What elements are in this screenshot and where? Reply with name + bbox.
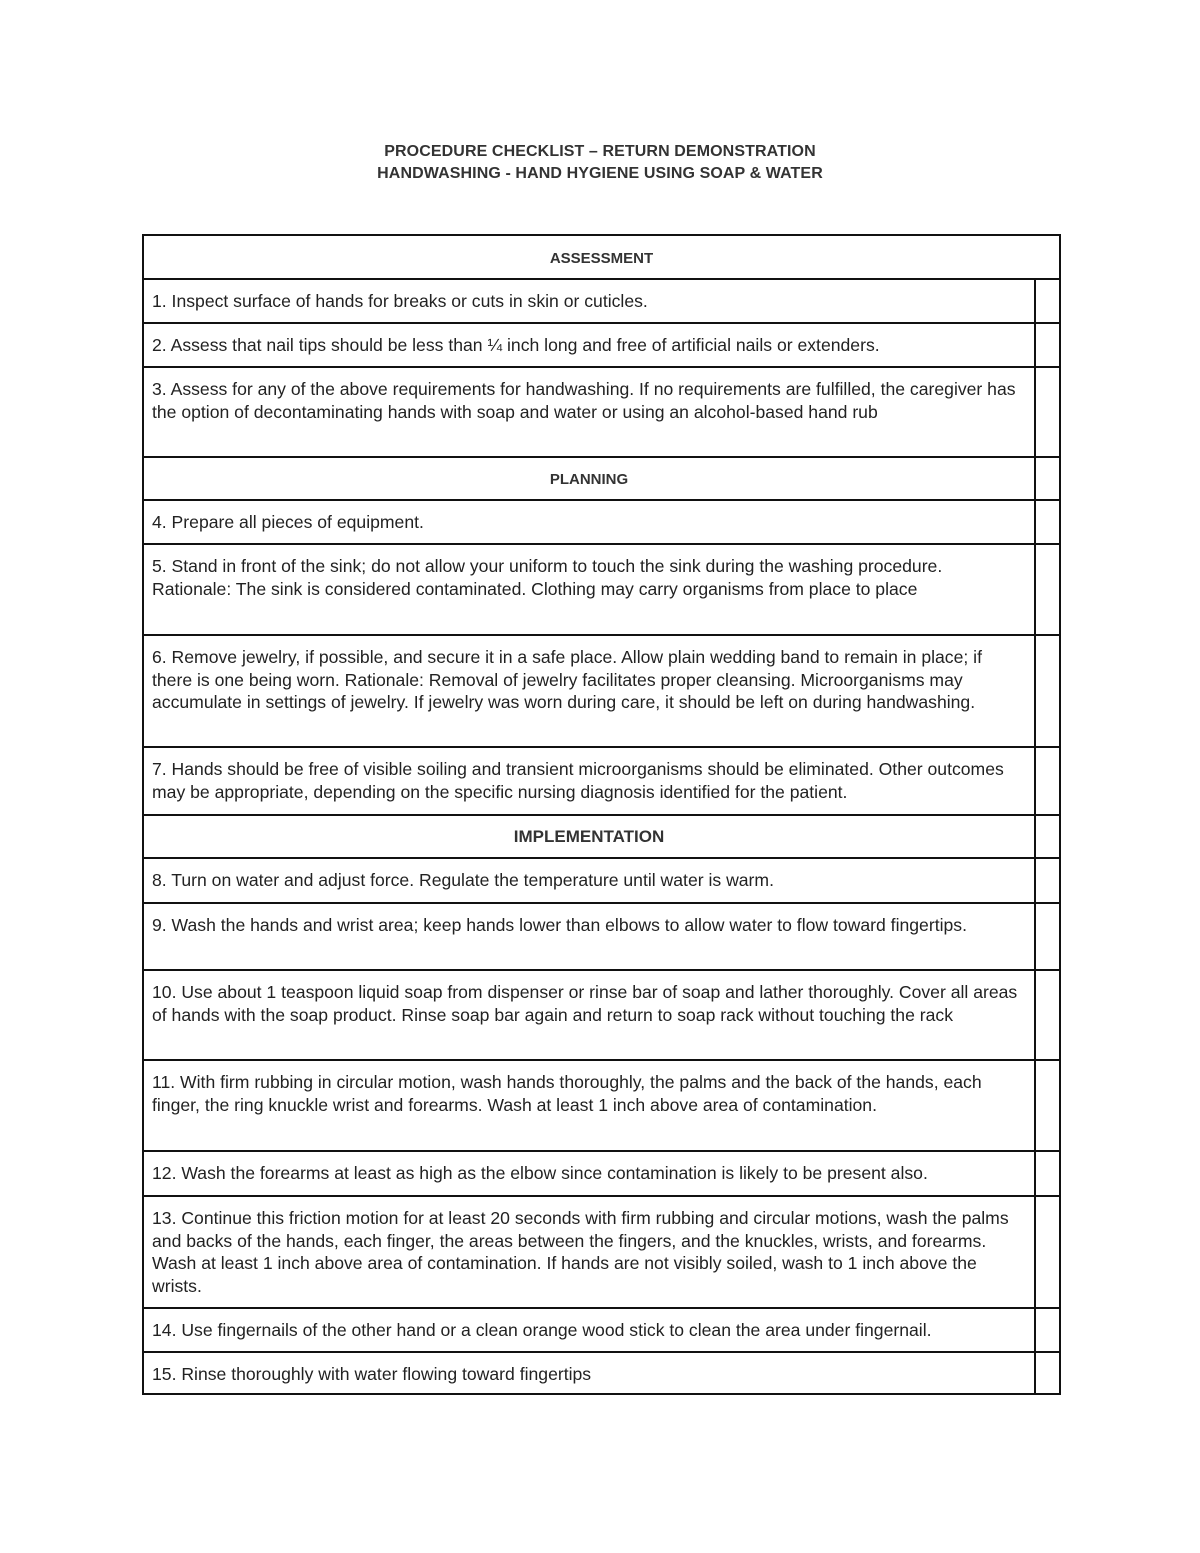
check-box-cell	[1036, 458, 1059, 499]
title-line-1: PROCEDURE CHECKLIST – RETURN DEMONSTRATION	[384, 143, 816, 160]
checklist-row	[144, 366, 1059, 456]
check-box-cell[interactable]	[1036, 636, 1059, 746]
check-box-cell[interactable]	[1036, 1197, 1059, 1307]
checklist-row	[144, 1195, 1059, 1307]
checklist-row	[144, 1059, 1059, 1150]
checklist-item-text: 2. Assess that nail tips should be less than ¼ inch long and free of artificial nails or extenders.	[144, 324, 1036, 366]
checklist-row	[144, 1150, 1059, 1195]
checklist-item-text: 8. Turn on water and adjust force. Regulate the temperature until water is warm.	[144, 859, 1036, 902]
checklist-row	[144, 322, 1059, 366]
checklist-item-text: 5. Stand in front of the sink; do not allow your uniform to touch the sink during the washing procedure. Rationale: The sink is considered contaminated. Clothing may carry organisms from place to place	[144, 545, 1036, 634]
checklist-item-text: 11. With firm rubbing in circular motion, wash hands thoroughly, the palms and the back of the hands, each finger, the ring knuckle wrist and forearms. Wash at least 1 inch above area of contamination.	[144, 1061, 1036, 1150]
checklist-item-text: 6. Remove jewelry, if possible, and secure it in a safe place. Allow plain wedding band to remain in place; if there is one being worn. Rationale: Removal of jewelry facilitates proper cleansing. Microorganisms may accumulate in settings of jewelry. If jewelry was worn during care, it should be left on during handwashing.	[144, 636, 1036, 746]
checklist-row	[144, 1307, 1059, 1351]
checklist-row	[144, 857, 1059, 902]
checklist-row	[144, 1351, 1059, 1393]
checklist-row	[144, 902, 1059, 969]
check-box-cell[interactable]	[1036, 280, 1059, 322]
check-box-cell[interactable]	[1036, 1353, 1059, 1393]
checklist-item-text: 15. Rinse thoroughly with water flowing toward fingertips	[144, 1353, 1036, 1393]
section-header-implementation	[144, 814, 1059, 857]
checklist-item-text: 9. Wash the hands and wrist area; keep hands lower than elbows to allow water to flow toward fingertips.	[144, 904, 1036, 969]
check-box-cell[interactable]	[1036, 971, 1059, 1059]
section-label-planning: PLANNING	[144, 458, 1036, 499]
checklist-row	[144, 634, 1059, 746]
check-box-cell	[1036, 816, 1059, 857]
checklist-item-text: 10. Use about 1 teaspoon liquid soap from dispenser or rinse bar of soap and lather thoroughly. Cover all areas of hands with the soap product. Rinse soap bar again and return to soap rack without touching the rack	[144, 971, 1036, 1059]
section-label-implementation: IMPLEMENTATION	[144, 816, 1036, 857]
checklist-row	[144, 278, 1059, 322]
check-box-cell[interactable]	[1036, 545, 1059, 634]
checklist-item-text: 3. Assess for any of the above requirements for handwashing. If no requirements are fulfilled, the caregiver has the option of decontaminating hands with soap and water or using an alcohol-based hand rub	[144, 368, 1036, 456]
checklist-item-text: 12. Wash the forearms at least as high as the elbow since contamination is likely to be present also.	[144, 1152, 1036, 1195]
checklist-row	[144, 746, 1059, 814]
checklist-table	[142, 234, 1061, 1395]
section-label-assessment: ASSESSMENT	[549, 250, 654, 267]
check-box-cell[interactable]	[1036, 324, 1059, 366]
section-header-planning	[144, 456, 1059, 499]
title-line-2: HANDWASHING - HAND HYGIENE USING SOAP & WATER	[377, 165, 823, 182]
checklist-item-text: 4. Prepare all pieces of equipment.	[144, 501, 1036, 543]
checklist-row	[144, 499, 1059, 543]
checklist-item-text: 1. Inspect surface of hands for breaks or cuts in skin or cuticles.	[144, 280, 1036, 322]
checklist-row	[144, 969, 1059, 1059]
check-box-cell[interactable]	[1036, 368, 1059, 456]
checklist-row	[144, 543, 1059, 634]
check-box-cell[interactable]	[1036, 748, 1059, 814]
checklist-item-text: 13. Continue this friction motion for at least 20 seconds with firm rubbing and circular motions, wash the palms and backs of the hands, each finger, the areas between the fingers, and the knuckles, wrists, and forearms. Wash at least 1 inch above area of contamination. If hands are not visibly soiled, wash to 1 inch above the wrists.	[144, 1197, 1036, 1307]
check-box-cell[interactable]	[1036, 1061, 1059, 1150]
checklist-item-text: 14. Use fingernails of the other hand or a clean orange wood stick to clean the area under fingernail.	[144, 1309, 1036, 1351]
check-box-cell[interactable]	[1036, 1152, 1059, 1195]
check-box-cell[interactable]	[1036, 904, 1059, 969]
document-title	[0, 141, 1200, 185]
check-box-cell[interactable]	[1036, 501, 1059, 543]
check-box-cell[interactable]	[1036, 859, 1059, 902]
checklist-item-text: 7. Hands should be free of visible soiling and transient microorganisms should be eliminated. Other outcomes may be appropriate, depending on the specific nursing diagnosis identified for the patient.	[144, 748, 1036, 814]
check-box-cell[interactable]	[1036, 1309, 1059, 1351]
section-header-assessment	[144, 236, 1059, 278]
